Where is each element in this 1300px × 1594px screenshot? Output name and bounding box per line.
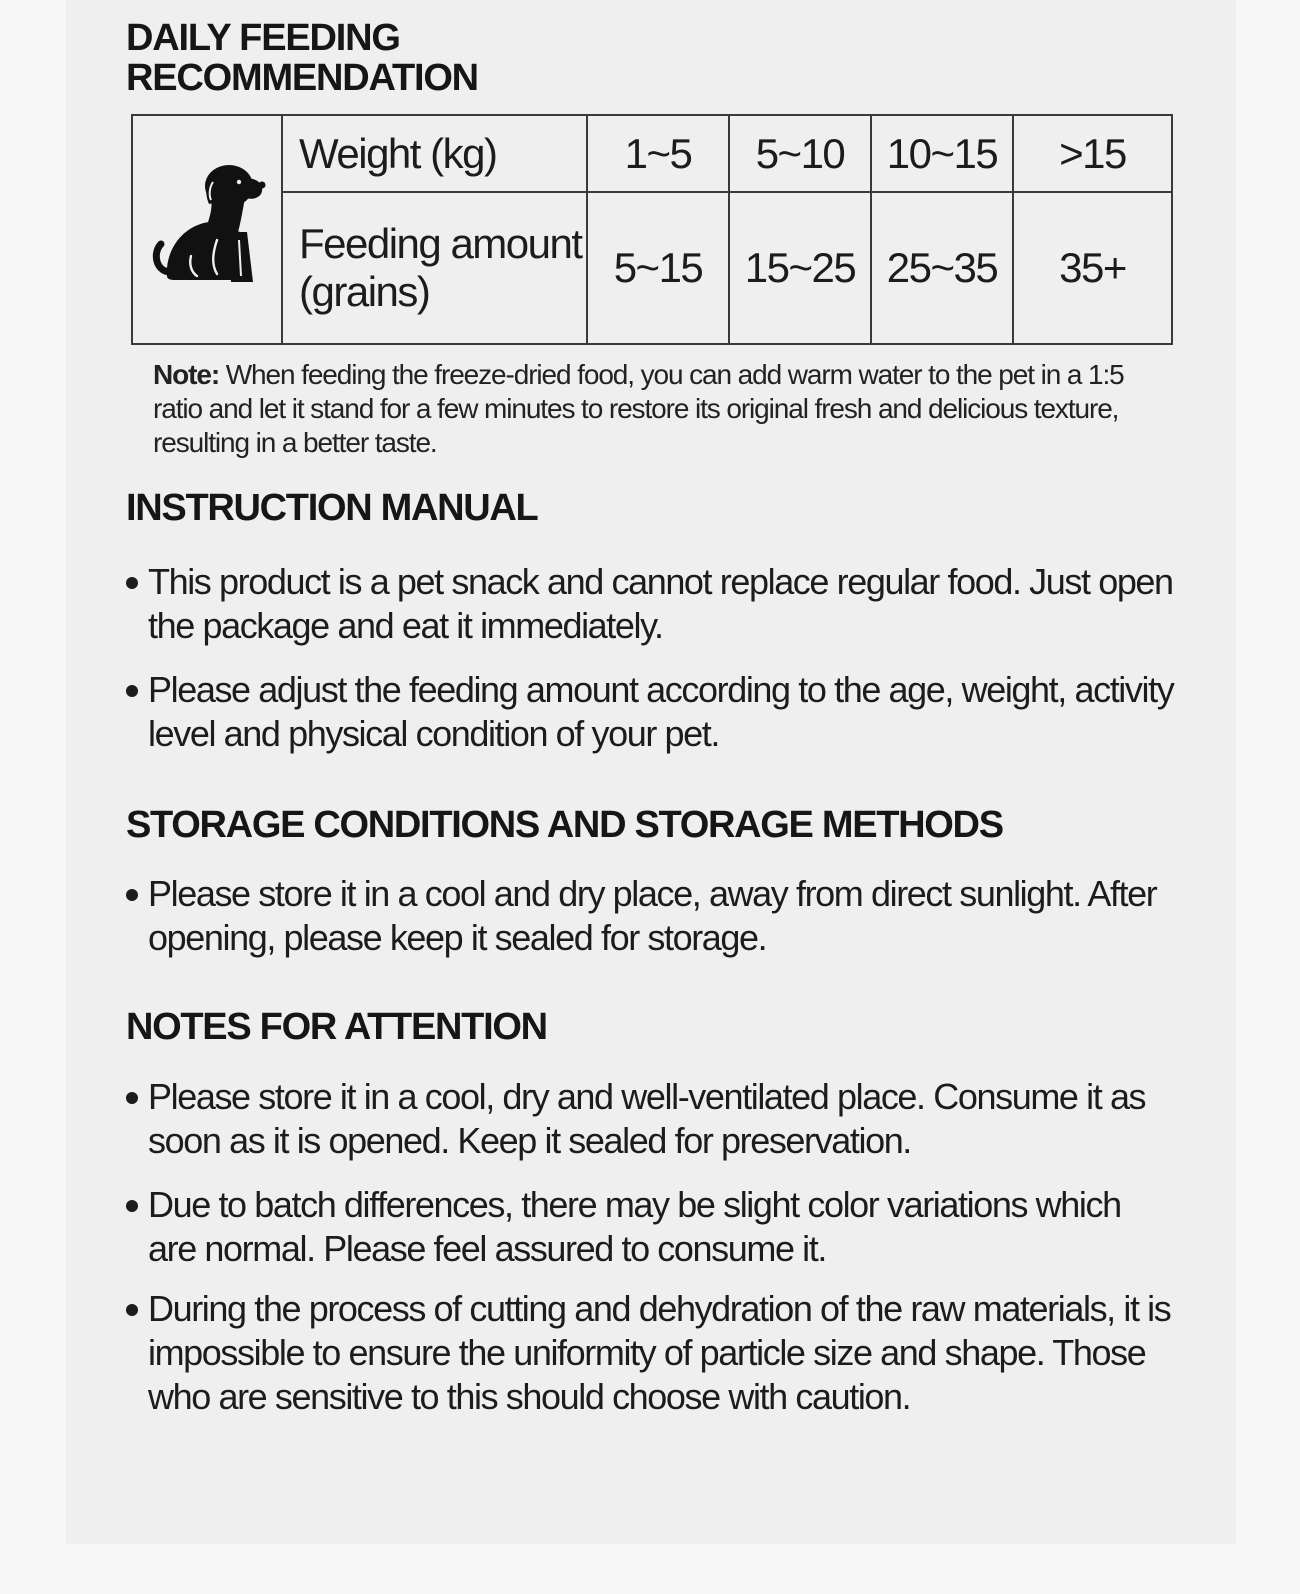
attention-list <box>126 1075 1176 1419</box>
list-item <box>126 668 1176 756</box>
bullet-icon <box>126 685 138 697</box>
attention-item-2: Due to batch differences, there may be slight color variations which are normal. Please feel assured to consume it. <box>148 1184 1121 1269</box>
feeding-value-2: 15~25 <box>729 192 871 344</box>
storage-item-1: Please store it in a cool and dry place, away from direct sunlight. After opening, please keep it sealed for storage. <box>148 873 1157 958</box>
note-text: When feeding the freeze-dried food, you can add warm water to the pet in a 1:5 ratio and let it stand for a few minutes to restore its original fresh and delicious texture, resulting in a better taste. <box>153 359 1124 458</box>
weight-value-4: >15 <box>1013 115 1172 192</box>
list-item <box>126 1183 1176 1271</box>
weight-value-3: 10~15 <box>871 115 1013 192</box>
feeding-amount-label-line2: (grains) <box>299 268 430 316</box>
list-item <box>126 1075 1176 1163</box>
attention-item-3: During the process of cutting and dehydration of the raw materials, it is impossible to ensure the uniformity of particle size and shape. Those who are sensitive to this should choose with caution. <box>148 1288 1171 1417</box>
dog-icon-cell <box>132 115 282 344</box>
feeding-value-3: 25~35 <box>871 192 1013 344</box>
feeding-amount-label-line1: Feeding amount <box>299 220 582 268</box>
bullet-icon <box>126 889 138 901</box>
feeding-value-1: 5~15 <box>587 192 729 344</box>
attention-item-1: Please store it in a cool, dry and well-ventilated place. Consume it as soon as it is opened. Keep it sealed for preservation. <box>148 1076 1146 1161</box>
bullet-icon <box>126 577 138 589</box>
feeding-value-4: 35+ <box>1013 192 1172 344</box>
dog-sitting-icon <box>147 160 267 290</box>
bullet-icon <box>126 1200 138 1212</box>
instruction-list <box>126 560 1176 756</box>
instruction-heading: INSTRUCTION MANUAL <box>126 487 538 529</box>
feeding-table <box>131 114 1173 345</box>
list-item <box>126 560 1176 648</box>
weight-value-2: 5~10 <box>729 115 871 192</box>
attention-heading: NOTES FOR ATTENTION <box>126 1006 547 1048</box>
bullet-icon <box>126 1092 138 1104</box>
weight-label: Weight (kg) <box>282 115 587 192</box>
bullet-icon <box>126 1304 138 1316</box>
weight-row <box>132 115 1172 192</box>
feeding-note <box>153 358 1163 460</box>
feeding-amount-label <box>282 192 587 344</box>
list-item <box>126 1287 1176 1419</box>
feeding-title-line2: RECOMMENDATION <box>126 57 478 99</box>
instruction-item-2: Please adjust the feeding amount according to the age, weight, activity level and physical condition of your pet. <box>148 669 1174 754</box>
storage-list <box>126 872 1176 960</box>
note-label: Note: <box>153 359 220 390</box>
weight-value-1: 1~5 <box>587 115 729 192</box>
instruction-item-1: This product is a pet snack and cannot replace regular food. Just open the package and eat it immediately. <box>148 561 1173 646</box>
storage-heading: STORAGE CONDITIONS AND STORAGE METHODS <box>126 804 1003 846</box>
feeding-title <box>126 18 478 98</box>
feeding-title-line1: DAILY FEEDING <box>126 17 400 59</box>
list-item <box>126 872 1176 960</box>
feeding-amount-row <box>132 192 1172 344</box>
